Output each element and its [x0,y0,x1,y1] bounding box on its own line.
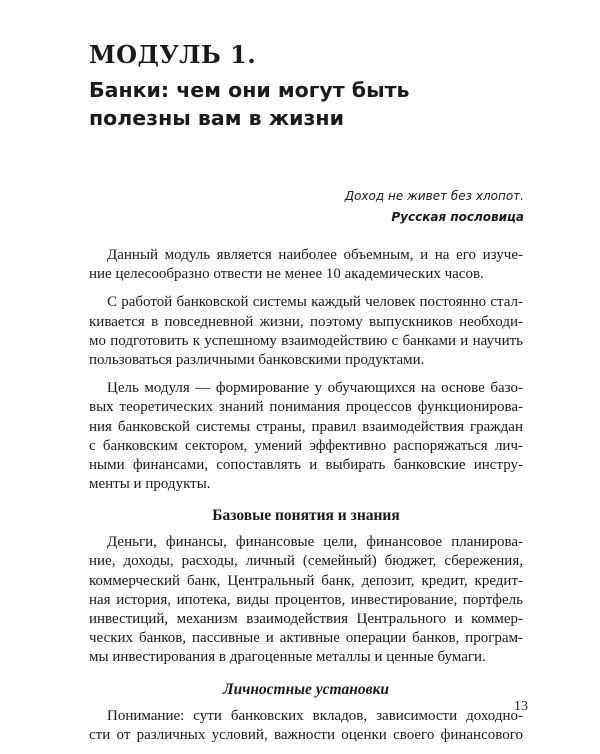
paragraph-basic-concepts [89,533,523,667]
text-line: вых теоретических знаний понимания процессов функционирова- [89,399,523,416]
text-line: ние, доходы, расходы, личный (семейный) бюджет, сбережения, [89,553,523,570]
body-text [89,246,523,754]
text-line: С работой банковской системы каждый человек постоянно стал- [107,294,523,311]
text-line: Деньги, финансы, финансовые цели, финансовое планирова- [107,534,523,551]
text-line: пользоваться различными банковскими продуктами. [89,351,425,368]
text-line: ными финансами, сопоставлять и выбирать банковские инстру- [89,456,523,473]
text-line: с банковским сектором, умений эффективно распоряжаться лич- [89,437,523,454]
text-line: мы инвестирования в драгоценные металлы и ценные бумаги. [89,649,486,666]
text-line: коммерческий банк, Центральный банк, депозит, кредит, кредит- [89,572,523,589]
page-title [89,76,529,132]
title-line: Банки: чем они могут быть [89,78,410,102]
page-number: 13 [514,699,528,714]
paragraph-module-goal [89,379,523,494]
module-label: МОДУЛЬ 1. [89,40,257,69]
text-line: мо подготовить к успешному взаимодействию с банками и научить [89,332,523,349]
epigraph-quote: Доход не живет без хлопот. [344,189,524,203]
section-heading-basic-concepts: Базовые понятия и знания [212,507,400,525]
text-line: ния банковской системы страны, правил взаимодействия граждан [89,418,523,435]
text-line: инвестиций, механизм взаимодействия Центрального и коммер- [89,611,523,627]
paragraph-personal-attitudes [89,707,523,745]
text-line: Данный модуль является наиболее объемным, и на его изуче- [107,247,523,263]
text-line: ная история, ипотека, виды процентов, инвестирование, портфель [89,591,523,608]
title-line: полезны вам в жизни [89,106,344,130]
text-line: ние целесообразно отвести не менее 10 академических часов. [89,266,484,283]
text-line: кивается в повседневной жизни, поэтому выпускников необходи- [89,313,523,330]
text-line: менты и продукты. [89,476,211,493]
paragraph-intro [89,246,523,284]
section-heading-personal-attitudes: Личностные установки [222,680,390,698]
text-line: ческих банков, пассивные и активные операции банков, програм- [89,630,523,647]
text-line: Цель модуля — формирование у обучающихся на основе базо- [107,380,523,397]
text-line: сти от различных условий, важности оценки своего финансового [89,726,523,743]
text-line: Понимание: сути банковских вкладов, зависимости доходно- [107,707,523,724]
epigraph [345,186,524,228]
epigraph-source: Русская пословица [391,210,524,224]
paragraph-banking-system [89,293,523,370]
